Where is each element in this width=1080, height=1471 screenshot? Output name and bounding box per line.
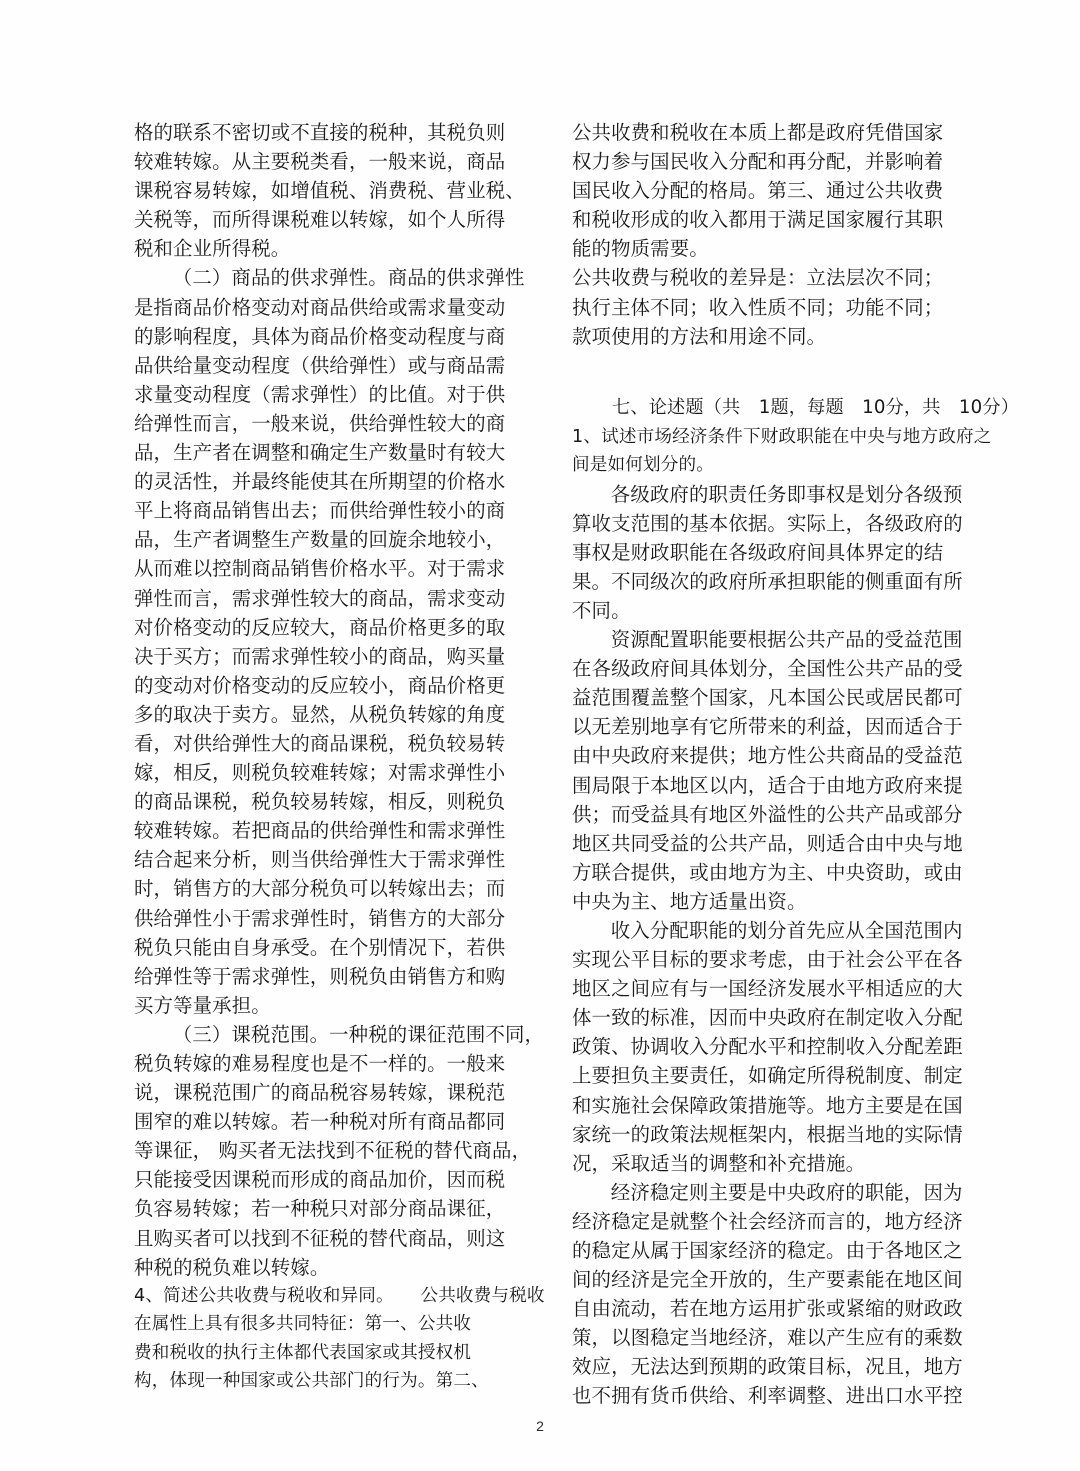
text-line: 策，以图稳定当地经济，难以产生应有的乘数 [572, 1326, 963, 1350]
text-line: 买方等量承担。 [134, 993, 271, 1017]
text-block [572, 625, 963, 916]
text-line: 税负只能由自身承受。在个别情况下，若供 [134, 935, 506, 959]
text-line: 地区共同受益的公共产品，则适合由中央与地 [572, 831, 963, 855]
text-line: 款项使用的方法和用途不同。 [572, 324, 827, 348]
text-line: 说，课税范围广的商品税容易转嫁，课税范 [134, 1081, 506, 1105]
text-line: 中央为主、地方适量出资。 [572, 889, 807, 913]
text-line: 算收支范围的基本依据。实际上，各级政府的 [572, 511, 963, 535]
text-line: 能的物质需要。 [572, 237, 709, 261]
text-line: 种税的税负难以转嫁。 [134, 1255, 330, 1279]
text-line: 和税收形成的收入都用于满足国家履行其职 [572, 208, 944, 232]
text-line: 公共收费和税收在本质上都是政府凭借国家 [572, 121, 944, 144]
text-line: 的影响程度，具体为商品价格变动程度与商 [134, 324, 506, 348]
text-line: 各级政府的职责任务即事权是划分各级预 [610, 482, 963, 506]
text-line: 弹性而言，需求弹性较大的商品，需求变动 [134, 586, 506, 610]
text-line: 1、试述市场经济条件下财政职能在中央与地方政府之 [572, 426, 992, 447]
text-line: 的灵活性，并最终能使其在所期望的价格水 [134, 470, 506, 494]
text-line: 事权是财政职能在各级政府间具体界定的结 [572, 540, 944, 564]
text-line: 且购买者可以找到不征税的替代商品，则这 [134, 1226, 506, 1250]
text-line: 的稳定从属于国家经济的稳定。由于各地区之 [572, 1239, 963, 1262]
text-line: 税负转嫁的难易程度也是不一样的。一般来 [134, 1052, 506, 1075]
text-line: 供；而受益具有地区外溢性的公共产品或部分 [572, 802, 963, 826]
text-block [572, 1178, 963, 1411]
text-line: 的变动对价格变动的反应较小，商品价格更 [134, 673, 506, 697]
text-line: 方联合提供，或由地方为主、中央资助，或由 [572, 860, 963, 884]
text-block [572, 118, 944, 263]
text-block [572, 423, 992, 480]
text-line: （二）商品的供求弹性。商品的供求弹性 [172, 266, 525, 290]
text-line: 的商品课税，税负较易转嫁，相反，则税负 [134, 790, 506, 814]
text-line: 对价格变动的反应较大，商品价格更多的取 [134, 615, 506, 639]
text-line: 费和税收的执行主体都代表国家或其授权机 [134, 1342, 472, 1363]
text-line: 只能接受因课税而形成的商品加价，因而税 [134, 1168, 506, 1192]
text-line: 从而难以控制商品销售价格水平。对于需求 [134, 557, 506, 581]
text-block [572, 480, 963, 625]
text-line: 政策、协调收入分配水平和控制收入分配差距 [572, 1035, 963, 1059]
text-line: 品，生产者在调整和确定生产数量时有较大 [134, 441, 506, 465]
left-column [134, 118, 545, 1395]
text-line: 执行主体不同；收入性质不同；功能不同； [572, 295, 944, 319]
text-line: 和实施社会保障政策措施等。地方主要是在国 [572, 1093, 963, 1117]
text-line: 间是如何划分的。 [572, 455, 714, 476]
text-line: 地区之间应有与一国经济发展水平相适应的大 [572, 977, 963, 1001]
text-line: 公共收费与税收的差异是：立法层次不同； [572, 266, 944, 290]
text-line: 以无差别地享有它所带来的利益，因而适合于 [572, 715, 963, 739]
text-line: 求量变动程度（需求弹性）的比值。对于供 [134, 382, 506, 406]
text-line: 体一致的标准，因而中央政府在制定收入分配 [572, 1006, 963, 1030]
text-line: 课税容易转嫁，如增值税、消费税、营业税、 [134, 179, 525, 203]
text-line: 平上将商品销售出去；而供给弹性较小的商 [134, 499, 506, 523]
text-line: 较难转嫁。若把商品的供给弹性和需求弹性 [134, 819, 506, 843]
text-line: 益范围覆盖整个国家，凡本国公民或居民都可 [572, 686, 963, 710]
text-line: 较难转嫁。从主要税类看，一般来说，商品 [134, 150, 506, 174]
text-line: 决于买方；而需求弹性较小的商品，购买量 [134, 644, 506, 668]
text-line: 在各级政府间具体划分，全国性公共产品的受 [572, 657, 963, 681]
text-line: 资源配置职能要根据公共产品的受益范围 [610, 628, 963, 652]
section-spacer [572, 351, 920, 393]
text-line: 经济稳定是就整个社会经济而言的，地方经济 [572, 1209, 963, 1233]
text-line: 税和企业所得税。 [134, 237, 291, 261]
text-line: 多的取决于卖方。显然，从税负转嫁的角度 [134, 702, 506, 726]
text-line: 自由流动，若在地方运用扩张或紧缩的财政政 [572, 1297, 963, 1321]
text-line: 结合起来分析，则当供给弹性大于需求弹性 [134, 848, 506, 872]
text-line: 在属性上具有很多共同特征：第一、公共收 [134, 1314, 472, 1335]
text-line: 不同。 [572, 598, 631, 622]
text-line: 品供给量变动程度（供给弹性）或与商品需 [134, 353, 506, 377]
text-line: 权力参与国民收入分配和再分配，并影响着 [572, 150, 944, 174]
text-line: 围局限于本地区以内，适合于由地方政府来提 [572, 773, 963, 797]
text-line: 果。不同级次的政府所承担职能的侧重面有所 [572, 569, 963, 593]
text-line: 等课征， 购买者无法找到不征税的替代商品， [134, 1139, 532, 1163]
text-line: 4、简述公共收费与税收和异同。 公共收费与税收 [134, 1285, 545, 1306]
text-line: 围窄的难以转嫁。若一种税对所有商品都同 [134, 1110, 506, 1134]
text-line: 构，体现一种国家或公共部门的行为。第二、 [134, 1370, 489, 1391]
text-line: 效应，无法达到预期的政策目标，况且，地方 [572, 1355, 963, 1379]
text-line: 品，生产者调整生产数量的回旋余地较小， [134, 528, 506, 552]
page-number: 2 [536, 1418, 544, 1434]
text-line: 况，采取适当的调整和补充措施。 [572, 1151, 866, 1175]
text-line: 看，对供给弹性大的商品课税，税负较易转 [134, 731, 506, 755]
text-block [572, 393, 1020, 423]
text-block [134, 118, 525, 263]
text-block [572, 263, 944, 350]
text-line: 时，销售方的大部分税负可以转嫁出去；而 [134, 877, 506, 901]
text-line: 给弹性等于需求弹性，则税负由销售方和购 [134, 964, 506, 988]
text-line: 也不拥有货币供给、利率调整、进出口水平控 [572, 1384, 963, 1408]
text-line: 嫁，相反，则税负较难转嫁；对需求弹性小 [134, 761, 506, 785]
text-block [134, 1282, 545, 1396]
text-line: 是指商品价格变动对商品供给或需求量变动 [134, 295, 506, 319]
text-block [134, 1020, 545, 1282]
text-line: 格的联系不密切或不直接的税种，其税负则 [134, 121, 506, 144]
text-line: 家统一的政策法规框架内，根据当地的实际情 [572, 1122, 963, 1146]
text-line: 关税等，而所得课税难以转嫁，如个人所得 [134, 208, 506, 232]
text-line: 供给弹性小于需求弹性时，销售方的大部分 [134, 906, 506, 930]
text-line: 上要担负主要责任，如确定所得税制度、制定 [572, 1064, 963, 1088]
text-line: 间的经济是完全开放的，生产要素能在地区间 [572, 1268, 963, 1292]
text-line: （三）课税范围。一种税的课征范围不同， [172, 1022, 545, 1046]
right-column [572, 118, 1020, 1411]
text-line: 负容易转嫁；若一种税只对部分商品课征， [134, 1197, 506, 1221]
text-line: 国民收入分配的格局。第三、通过公共收费 [572, 179, 944, 203]
text-line: 实现公平目标的要求考虑，由于社会公平在各 [572, 948, 963, 972]
text-line: 给弹性而言，一般来说，供给弹性较大的商 [134, 411, 506, 435]
text-line: 经济稳定则主要是中央政府的职能，因为 [610, 1180, 963, 1204]
text-line: 收入分配职能的划分首先应从全国范围内 [610, 918, 963, 942]
text-line: 由中央政府来提供；地方性公共商品的受益范 [572, 744, 963, 768]
text-line: 七、论述题（共 1题，每题 10分，共 10分） [612, 396, 1020, 418]
text-block [572, 916, 963, 1178]
text-block [134, 263, 525, 1019]
